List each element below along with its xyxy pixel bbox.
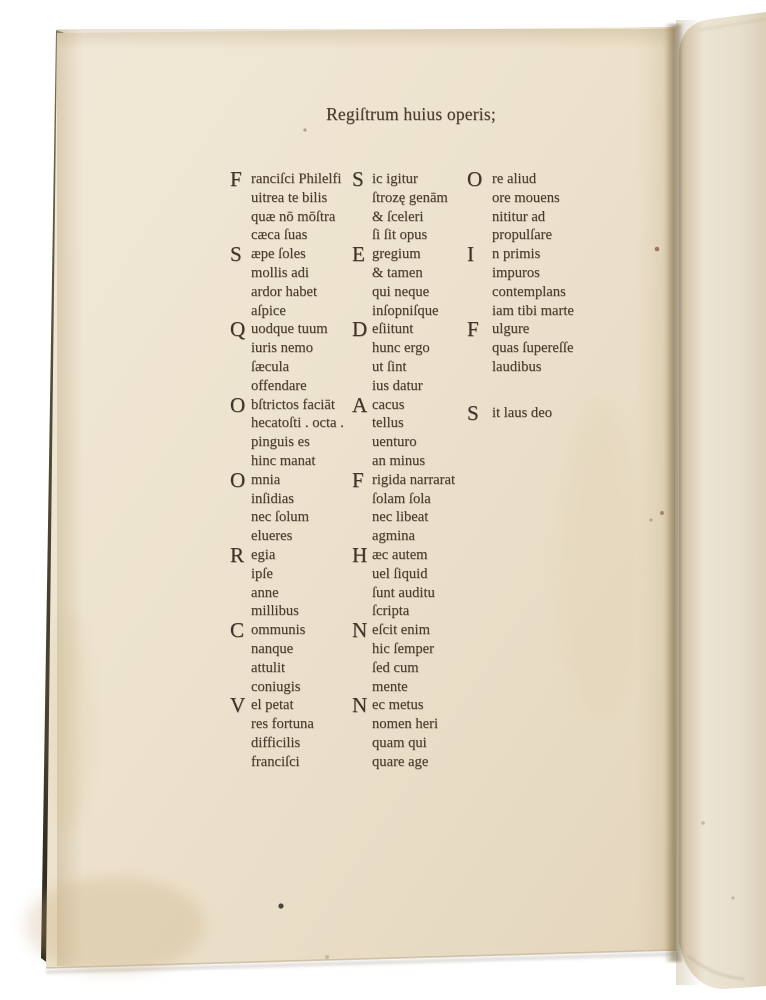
entry-line: ore mouens xyxy=(492,189,560,206)
entry-initial: N xyxy=(352,618,368,643)
register-column-1 xyxy=(230,167,344,772)
entry-initial: Q xyxy=(230,317,246,342)
entry-line: ſcripta xyxy=(372,603,410,620)
entry-lines xyxy=(372,320,430,395)
register-entry xyxy=(467,167,574,245)
entry-line: ipſe xyxy=(251,565,273,582)
entry-line: ſæcula xyxy=(251,358,290,375)
entry-line: attulit xyxy=(251,659,286,676)
entry-line: uitrea te bilis xyxy=(251,189,328,206)
entry-line: impuros xyxy=(492,264,540,281)
entry-initial: C xyxy=(230,618,245,643)
entry-line: hunc ergo xyxy=(372,340,430,357)
entry-line: quæ nō mōſtra xyxy=(251,208,336,225)
entry-lines xyxy=(372,245,438,320)
page-title: Regiſtrum huius operis; xyxy=(326,104,496,124)
register-entry xyxy=(230,242,344,320)
entry-line: ulgure xyxy=(492,321,530,338)
register-entry xyxy=(467,242,574,320)
entry-line: el petat xyxy=(251,697,294,714)
entry-line: ec metus xyxy=(372,697,424,714)
register-entry xyxy=(230,618,344,696)
entry-line: it laus deo xyxy=(492,404,552,421)
register-entry xyxy=(352,467,456,546)
entry-lines xyxy=(372,696,438,771)
entry-lines xyxy=(492,170,560,245)
entry-line: re aliud xyxy=(492,171,537,187)
entry-lines xyxy=(492,320,573,376)
entry-lines xyxy=(251,621,305,696)
entry-lines xyxy=(372,471,455,546)
entry-line: æpe ſoles xyxy=(251,246,306,263)
register-entry xyxy=(352,317,455,395)
entry-line: inſopniſque xyxy=(372,302,439,319)
register-entry xyxy=(352,392,455,471)
register-column-3 xyxy=(467,167,574,425)
register-entry xyxy=(352,693,455,771)
register-entry xyxy=(230,167,344,245)
entry-lines xyxy=(372,396,425,471)
entry-initial: F xyxy=(467,317,479,342)
entry-line: nomen heri xyxy=(372,716,439,733)
entry-line: an minus xyxy=(372,452,426,469)
entry-line: ut ſint xyxy=(372,358,407,375)
entry-line: ſunt auditu xyxy=(372,584,435,601)
entry-line: ranciſci Philelfi xyxy=(251,171,342,187)
register-entry xyxy=(230,693,344,771)
entry-line: nititur ad xyxy=(492,208,546,225)
entry-line: ic igitur xyxy=(372,171,418,187)
entry-line: coniugis xyxy=(251,678,301,695)
entry-line: elueres xyxy=(251,528,293,545)
entry-line: mollis adi xyxy=(251,264,309,281)
entry-initial: O xyxy=(230,392,246,417)
entry-line: res fortuna xyxy=(251,716,314,733)
entry-line: laudibus xyxy=(492,358,542,375)
entry-line: difficilis xyxy=(251,734,301,751)
entry-initial: I xyxy=(467,242,474,267)
entry-line: aſpice xyxy=(251,302,286,319)
entry-initial: S xyxy=(352,167,364,191)
entry-lines xyxy=(251,546,299,621)
register-entry xyxy=(352,618,455,696)
entry-initial: S xyxy=(230,242,242,267)
register-entry xyxy=(230,467,344,546)
register-entry xyxy=(352,242,455,320)
entry-initial: O xyxy=(230,467,246,492)
register-entry xyxy=(352,542,455,621)
entry-line: uenturo xyxy=(372,434,417,451)
entry-line: iuris nemo xyxy=(251,340,314,357)
entry-line: millibus xyxy=(251,603,299,620)
entry-initial: E xyxy=(352,242,365,267)
entry-line: mente xyxy=(372,678,408,695)
entry-initial: S xyxy=(467,400,479,425)
entry-line: cacus xyxy=(372,396,405,413)
entry-line: nec libeat xyxy=(372,509,429,526)
entry-line: eſiitunt xyxy=(372,321,414,338)
entry-lines xyxy=(251,696,314,771)
entry-lines xyxy=(492,404,552,423)
entry-line: & tamen xyxy=(372,264,423,281)
register-column-2 xyxy=(352,167,456,772)
entry-line: offendare xyxy=(251,377,307,394)
entry-line: inſidias xyxy=(251,490,294,507)
entry-lines xyxy=(492,245,574,320)
entry-line: quare age xyxy=(372,753,429,770)
entry-initial: A xyxy=(352,392,368,417)
entry-line: ſed cum xyxy=(372,659,419,676)
entry-line: bſtrictos faciāt xyxy=(251,396,335,413)
entry-lines xyxy=(251,245,317,320)
entry-initial: V xyxy=(230,693,246,718)
entry-line: pinguis es xyxy=(251,434,310,451)
entry-line: & ſceleri xyxy=(372,208,424,225)
entry-line: uodque tuum xyxy=(251,321,328,338)
register-entry xyxy=(230,542,344,621)
entry-line: anne xyxy=(251,584,279,601)
entry-line: nec ſolum xyxy=(251,509,309,526)
entry-line: mnia xyxy=(251,471,281,488)
entry-line: quas ſupereſſe xyxy=(492,340,574,357)
entry-initial: N xyxy=(352,693,368,718)
entry-line: quam qui xyxy=(372,734,427,751)
register-entry xyxy=(467,317,574,376)
entry-line: uel ſiquid xyxy=(372,565,428,582)
entry-line: hic ſemper xyxy=(372,640,434,657)
entry-lines xyxy=(372,546,435,621)
entry-line: tellus xyxy=(372,415,404,432)
entry-initial: F xyxy=(352,467,364,492)
entry-line: ius datur xyxy=(372,377,423,394)
entry-line: contemplans xyxy=(492,283,566,300)
entry-line: qui neque xyxy=(372,283,430,300)
entry-line: eſcit enim xyxy=(372,622,430,639)
entry-line: ardor habet xyxy=(251,283,318,300)
entry-line: egia xyxy=(251,546,276,563)
entry-line: ſtrozę genām xyxy=(372,189,448,206)
entry-initial: F xyxy=(230,167,242,191)
register-entry xyxy=(352,167,455,245)
entry-lines xyxy=(372,170,448,245)
entry-lines xyxy=(372,621,434,696)
entry-lines xyxy=(251,471,309,546)
entry-line: ommunis xyxy=(251,622,306,639)
register-entry xyxy=(230,392,344,471)
entry-line: ſi ſit opus xyxy=(372,227,428,244)
entry-line: rigida narrarat xyxy=(372,471,456,488)
entry-line: gregium xyxy=(372,246,421,263)
entry-lines xyxy=(251,396,344,471)
entry-line: iam tibi marte xyxy=(492,302,574,319)
entry-initial: R xyxy=(230,542,245,567)
entry-line: franciſci xyxy=(251,753,300,770)
register-entry xyxy=(467,400,574,425)
entry-line: nanque xyxy=(251,640,294,657)
entry-line: propulſare xyxy=(492,227,552,244)
entry-line: ſolam ſola xyxy=(372,490,431,507)
entry-line: hinc manat xyxy=(251,452,316,469)
entry-lines xyxy=(251,320,328,395)
entry-line: n primis xyxy=(492,246,541,263)
entry-line: hecatoſti . octa . xyxy=(251,415,344,432)
register-entry xyxy=(230,317,344,395)
entry-line: cæca ſuas xyxy=(251,227,308,244)
entry-line: æc autem xyxy=(372,546,428,563)
entry-initial: O xyxy=(467,167,483,191)
entry-initial: D xyxy=(352,317,368,342)
entry-line: agmina xyxy=(372,528,415,545)
entry-lines xyxy=(251,170,341,245)
entry-initial: H xyxy=(352,542,368,567)
